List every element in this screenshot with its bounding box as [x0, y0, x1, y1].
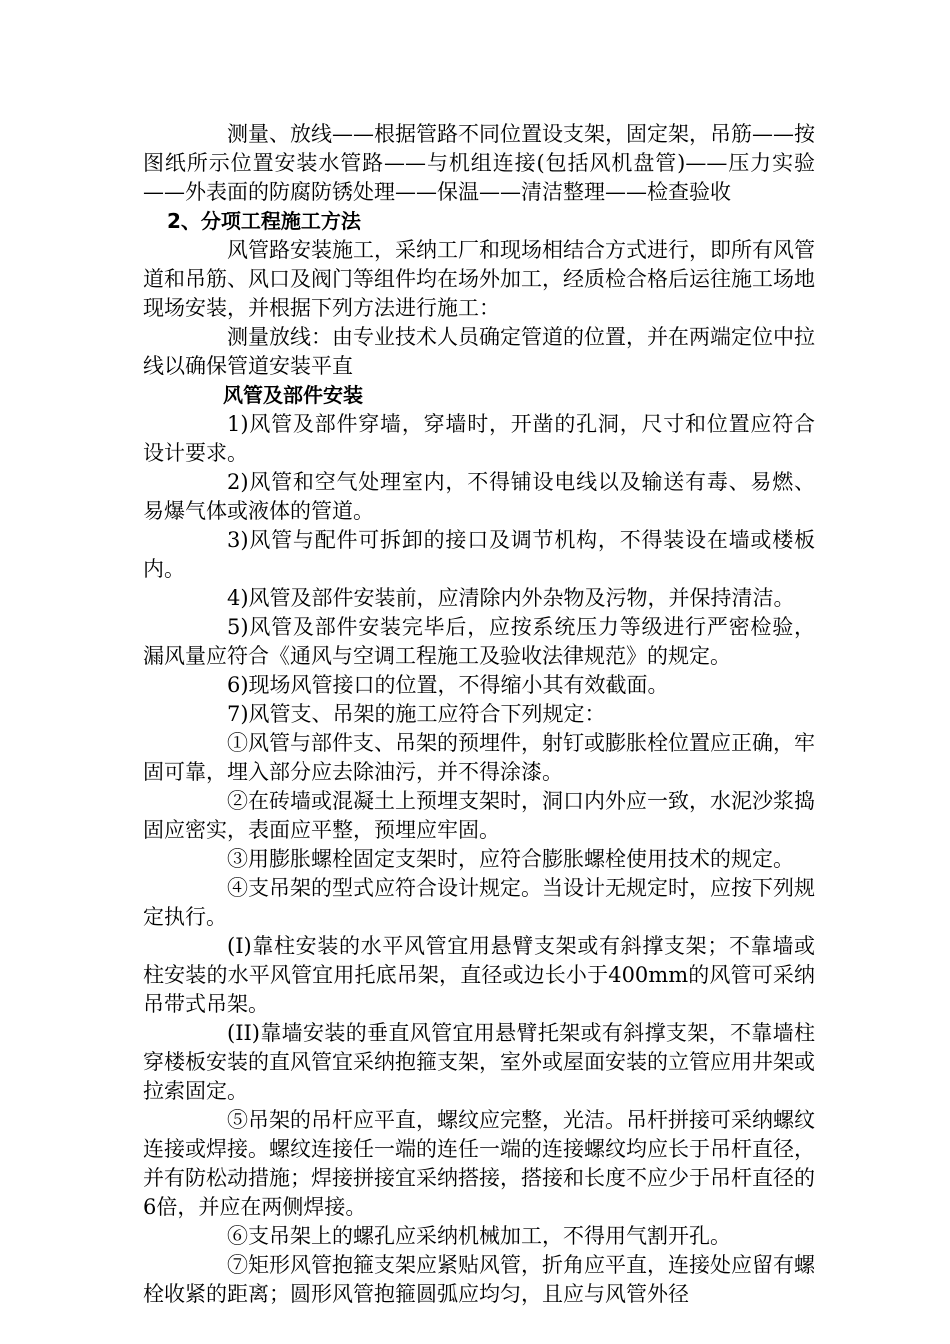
paragraph-survey-layout: 测量放线：由专业技术人员确定管道的位置，并在两端定位中拉线以确保管道安装平直	[143, 325, 815, 378]
paragraph-roman-2: (II)靠墙安装的垂直风管宜用悬臂托架或有斜撑支架，不靠墙柱穿楼板安装的直风管宜采纳抱箍支架，室外或屋面安装的立管应用井架或拉索固定。	[143, 1021, 815, 1103]
paragraph-circled-5: ⑤吊架的吊杆应平直，螺纹应完整，光洁。吊杆拼接可采纳螺纹连接或焊接。螺纹连接任一端的连任一端的连接螺纹均应长于吊杆直径，并有防松动措施；焊接拼接宜采纳搭接，搭接和长度不应少于吊杆直径的6倍，并应在两侧焊接。	[143, 1108, 815, 1219]
paragraph-item-3: 3)风管与配件可拆卸的接口及调节机构，不得装设在墙或楼板内。	[143, 528, 815, 581]
paragraph-item-2: 2)风管和空气处理室内，不得铺设电线以及输送有毒、易燃、易爆气体或液体的管道。	[143, 470, 815, 523]
paragraph-process-flow: 测量、放线——根据管路不同位置设支架，固定架，吊筋——按图纸所示位置安装水管路——与机组连接(包括风机盘管)——压力实验——外表面的防腐防锈处理——保温——清洁整理——检查验收	[143, 122, 815, 204]
paragraph-duct-installation: 风管路安装施工，采纳工厂和现场相结合方式进行，即所有风管道和吊筋、风口及阀门等组件均在场外加工，经质检合格后运往施工场地现场安装，并根据下列方法进行施工：	[143, 238, 815, 320]
paragraph-item-6: 6)现场风管接口的位置，不得缩小其有效截面。	[227, 673, 669, 697]
paragraph-circled-1: ①风管与部件支、吊架的预埋件，射钉或膨胀栓位置应正确，牢固可靠，埋入部分应去除油污，并不得涂漆。	[143, 731, 815, 784]
paragraph-circled-3: ③用膨胀螺栓固定支架时，应符合膨胀螺栓使用技术的规定。	[227, 847, 794, 871]
paragraph-circled-6: ⑥支吊架上的螺孔应采纳机械加工，不得用气割开孔。	[227, 1224, 731, 1248]
paragraph-roman-1: (I)靠柱安装的水平风管宜用悬臂支架或有斜撑支架；不靠墙或柱安装的水平风管宜用托底吊架，直径或边长小于400mm的风管可采纳吊带式吊架。	[143, 934, 815, 1016]
paragraph-circled-4: ④支吊架的型式应符合设计规定。当设计无规定时，应按下列规定执行。	[143, 876, 815, 929]
document-page	[143, 120, 815, 1309]
paragraph-item-7: 7)风管支、吊架的施工应符合下列规定：	[227, 702, 606, 726]
paragraph-circled-7: ⑦矩形风管抱箍支架应紧贴风管，折角应平直，连接处应留有螺栓收紧的距离；圆形风管抱箍圆弧应均匀，且应与风管外径	[143, 1253, 815, 1306]
subsection-heading: 风管及部件安装	[223, 383, 363, 407]
section-heading: 2、分项工程施工方法	[167, 209, 361, 233]
paragraph-item-4: 4)风管及部件安装前，应清除内外杂物及污物，并保持清洁。	[227, 586, 795, 610]
paragraph-circled-2: ②在砖墙或混凝土上预埋支架时，洞口内外应一致，水泥沙浆捣固应密实，表面应平整，预埋应牢固。	[143, 789, 815, 842]
paragraph-item-1: 1)风管及部件穿墙，穿墙时，开凿的孔洞，尺寸和位置应符合设计要求。	[143, 412, 815, 465]
paragraph-item-5: 5)风管及部件安装完毕后，应按系统压力等级进行严密检验，漏风量应符合《通风与空调工程施工及验收法律规范》的规定。	[143, 615, 815, 668]
